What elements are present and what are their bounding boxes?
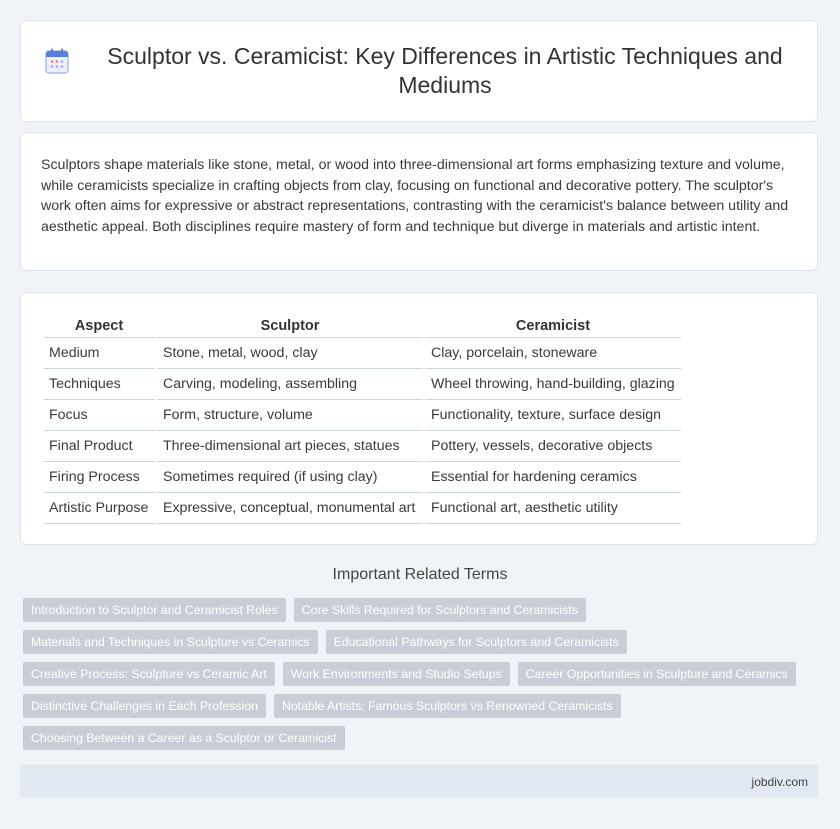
related-term-tag[interactable]: Choosing Between a Career as a Sculptor or Ceramicist bbox=[23, 726, 345, 750]
column-header-sculptor: Sculptor bbox=[157, 315, 423, 338]
intro-paragraph: Sculptors shape materials like stone, metal, or wood into three-dimensional art forms emphasizing texture and volume, while ceramicists specialize in crafting objects from clay, focusing on functional and decorative pottery. The sculptor's work often aims for expressive or abstract representations, contrasting with the ceramicist's balance between utility and aesthetic appeal. Both disciplines require mastery of form and technique but diverge in materials and artistic intent. bbox=[41, 157, 789, 235]
table-cell: Pottery, vessels, decorative objects bbox=[425, 431, 681, 462]
table-cell: Artistic Purpose bbox=[43, 493, 155, 524]
table-cell: Focus bbox=[43, 400, 155, 431]
related-term-tag[interactable]: Core Skills Required for Sculptors and Ceramicists bbox=[294, 598, 586, 622]
intro-card bbox=[20, 132, 818, 271]
table-cell: Final Product bbox=[43, 431, 155, 462]
table-row bbox=[43, 400, 681, 431]
related-term-tag[interactable]: Creative Process: Sculpture vs Ceramic Art bbox=[23, 662, 275, 686]
related-terms-list bbox=[23, 598, 813, 758]
table-cell: Functional art, aesthetic utility bbox=[425, 493, 681, 524]
table-cell: Functionality, texture, surface design bbox=[425, 400, 681, 431]
column-header-ceramicist: Ceramicist bbox=[425, 315, 681, 338]
table-row bbox=[43, 462, 681, 493]
table-header-row bbox=[43, 315, 681, 338]
related-terms-title: Important Related Terms bbox=[332, 566, 508, 583]
table-row bbox=[43, 493, 681, 524]
comparison-card bbox=[20, 292, 818, 545]
table-cell: Three-dimensional art pieces, statues bbox=[157, 431, 423, 462]
table-row bbox=[43, 369, 681, 400]
page-title: Sculptor vs. Ceramicist: Key Differences in Artistic Techniques and Mediums bbox=[107, 43, 783, 98]
footer-bar bbox=[20, 765, 818, 798]
table-cell: Firing Process bbox=[43, 462, 155, 493]
table-row bbox=[43, 431, 681, 462]
table-cell: Essential for hardening ceramics bbox=[425, 462, 681, 493]
related-term-tag[interactable]: Notable Artists: Famous Sculptors vs Renowned Ceramicists bbox=[274, 694, 621, 718]
related-term-tag[interactable]: Materials and Techniques in Sculpture vs Ceramics bbox=[23, 630, 318, 654]
column-header-aspect: Aspect bbox=[43, 315, 155, 338]
table-cell: Sometimes required (if using clay) bbox=[157, 462, 423, 493]
table-cell: Clay, porcelain, stoneware bbox=[425, 338, 681, 369]
table-cell: Techniques bbox=[43, 369, 155, 400]
related-term-tag[interactable]: Introduction to Sculptor and Ceramicist Roles bbox=[23, 598, 286, 622]
table-cell: Wheel throwing, hand-building, glazing bbox=[425, 369, 681, 400]
calendar-icon bbox=[39, 42, 91, 79]
related-term-tag[interactable]: Distinctive Challenges in Each Profession bbox=[23, 694, 266, 718]
related-term-tag[interactable]: Educational Pathways for Sculptors and Ceramicists bbox=[326, 630, 627, 654]
header-inner bbox=[39, 42, 799, 100]
related-term-tag[interactable]: Work Environments and Studio Setups bbox=[283, 662, 510, 686]
header-card bbox=[20, 20, 818, 122]
comparison-table bbox=[41, 315, 683, 524]
table-cell: Stone, metal, wood, clay bbox=[157, 338, 423, 369]
table-cell: Form, structure, volume bbox=[157, 400, 423, 431]
table-cell: Carving, modeling, assembling bbox=[157, 369, 423, 400]
table-cell: Expressive, conceptual, monumental art bbox=[157, 493, 423, 524]
related-term-tag[interactable]: Career Opportunities in Sculpture and Ceramics bbox=[518, 662, 796, 686]
table-row bbox=[43, 338, 681, 369]
footer-domain-link[interactable]: jobdiv.com bbox=[751, 774, 808, 789]
table-cell: Medium bbox=[43, 338, 155, 369]
